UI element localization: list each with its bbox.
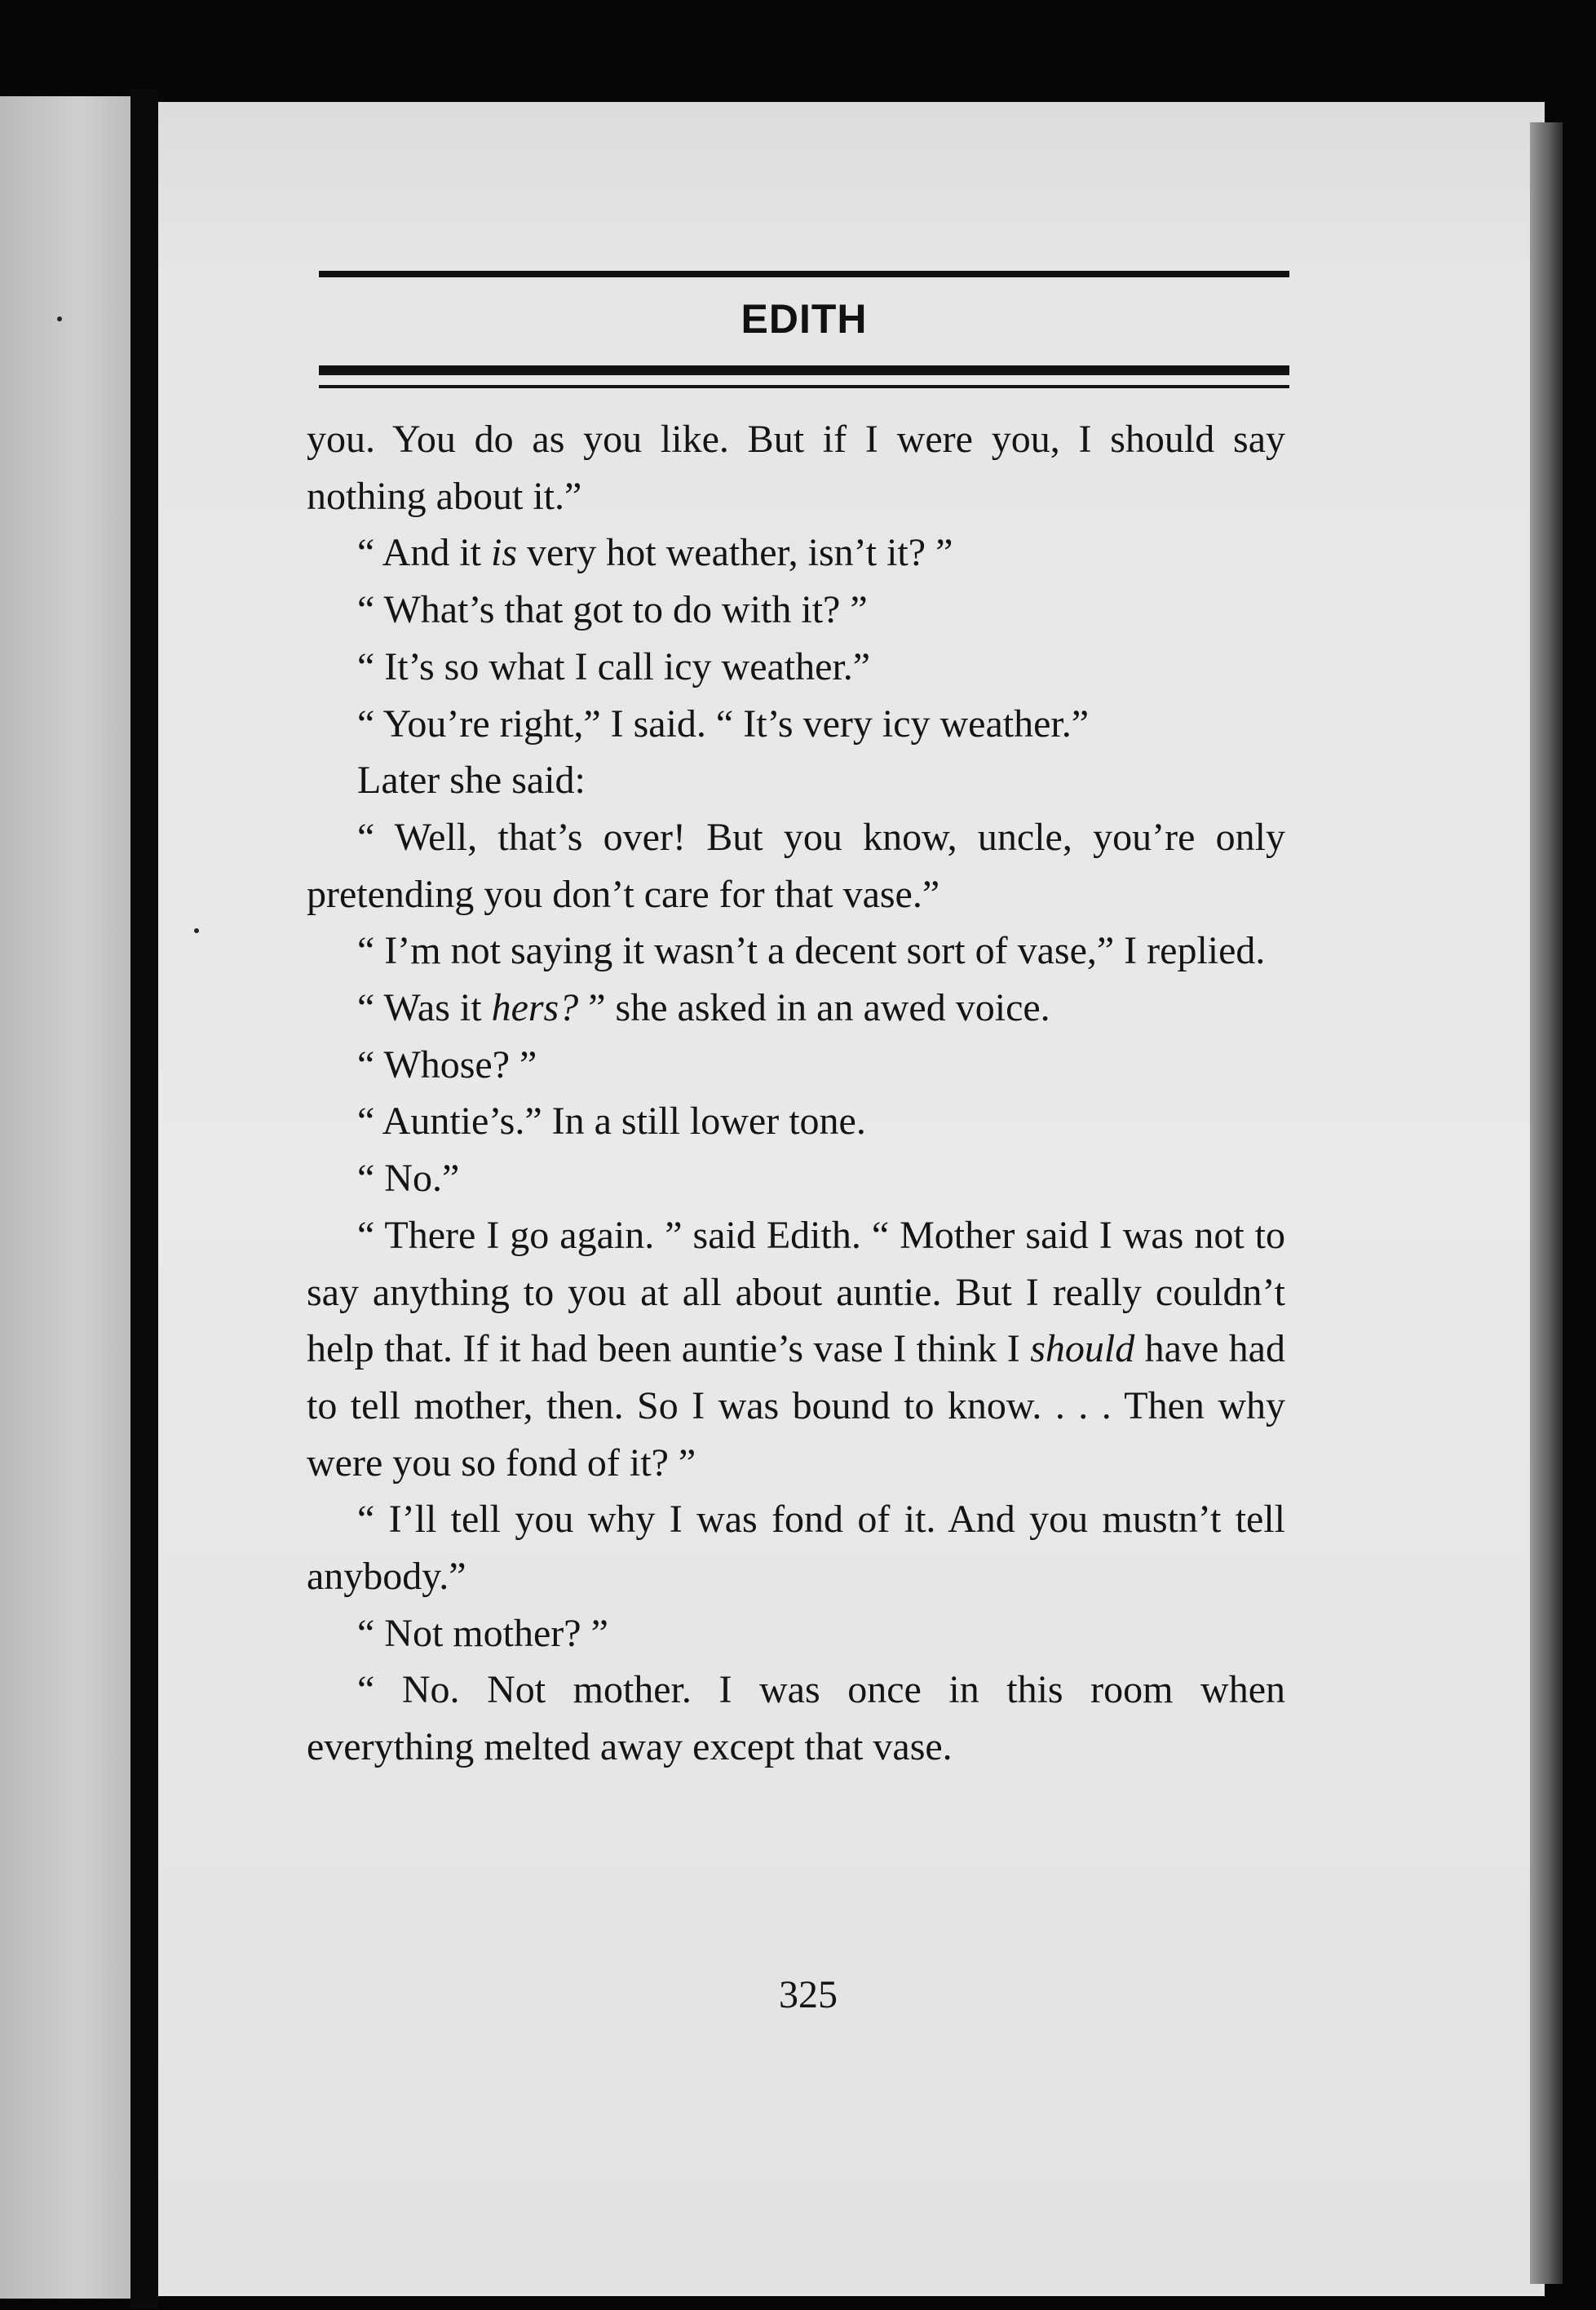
- paragraph: [307, 1037, 1285, 1094]
- text-run: “ Well, that’s over! But you know, uncle, you’re only pretending you don’t care for that vase.”: [307, 815, 1285, 916]
- text-run: “ And it: [357, 531, 491, 575]
- text-run: have had to tell mother, then. So I was bound to know. . . . Then why were you so fond of it? ”: [307, 1327, 1285, 1485]
- header-double-rule-thick: [319, 365, 1289, 375]
- text-run: “ No.”: [357, 1157, 460, 1201]
- page-number: 325: [779, 1973, 838, 2016]
- paragraph: [307, 980, 1285, 1037]
- text-run: “ I’m not saying it wasn’t a decent sort of vase,” I replied.: [357, 929, 1266, 973]
- book-gutter: [130, 90, 158, 2308]
- text-run: “ Whose? ”: [357, 1042, 537, 1086]
- text-run: “ You’re right,” I said. “ It’s very icy weather.”: [357, 701, 1090, 746]
- text-run: “ No. Not mother. I was once in this room when everything melted away except that vase.: [307, 1668, 1285, 1769]
- text-run: “ I’ll tell you why I was fond of it. And you mustn’t tell anybody.”: [307, 1498, 1285, 1599]
- paragraph: [307, 582, 1285, 639]
- header-double-rule-thin: [319, 385, 1289, 388]
- facing-page-edge: [0, 96, 130, 2299]
- speck: [194, 928, 199, 933]
- paragraph: [307, 809, 1285, 923]
- text-run: very hot weather, isn’t it? ”: [517, 531, 953, 575]
- text-run: “ It’s so what I call icy weather.”: [357, 644, 871, 688]
- paragraph: [307, 1207, 1285, 1492]
- text-run: “ There I go again. ” said Edith. “ Mother said I was not to say anything to you at all about auntie. But I really couldn’t help that. If it had been auntie’s vase I think I: [307, 1213, 1285, 1371]
- paragraph: [307, 524, 1285, 582]
- paragraph: [307, 752, 1285, 809]
- italic-text: hers?: [491, 986, 579, 1030]
- page-edge-shadow: [1530, 122, 1563, 2284]
- text-run: Later she said:: [357, 759, 586, 803]
- italic-text: is: [491, 531, 518, 575]
- paragraph: [307, 1093, 1285, 1150]
- text-run: you. You do as you like. But if I were you, I should say nothing about it.”: [307, 418, 1285, 518]
- text-run: “ Auntie’s.” In a still lower tone.: [357, 1100, 866, 1144]
- paragraph: [307, 411, 1285, 524]
- header-rule: [319, 271, 1289, 277]
- paragraph: [307, 639, 1285, 696]
- speck: [57, 316, 62, 321]
- text-run: “ Not mother? ”: [357, 1611, 608, 1655]
- body-text: [307, 411, 1285, 1776]
- paragraph: [307, 1662, 1285, 1775]
- paragraph: [307, 1605, 1285, 1662]
- running-head: EDITH: [741, 296, 868, 342]
- paragraph: [307, 1491, 1285, 1604]
- paragraph: [307, 1150, 1285, 1207]
- text-run: “ Was it: [357, 986, 492, 1030]
- paragraph: [307, 696, 1285, 753]
- text-run: ” she asked in an awed voice.: [578, 986, 1050, 1030]
- paragraph: [307, 923, 1285, 980]
- text-run: “ What’s that got to do with it? ”: [357, 588, 868, 632]
- italic-text: should: [1030, 1327, 1135, 1371]
